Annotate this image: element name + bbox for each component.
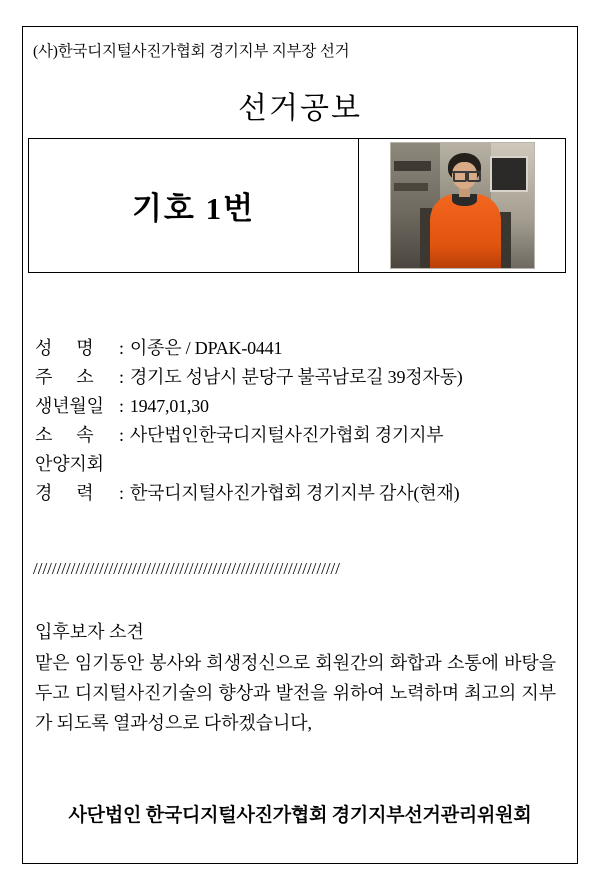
candidate-number: 기호 1번 bbox=[131, 191, 256, 226]
photo-shelf-upper bbox=[394, 161, 431, 171]
field-colon-affiliation: : bbox=[119, 425, 124, 445]
field-value-name: 이종은 / DPAK-0441 bbox=[129, 338, 283, 358]
photo-shelf-lower bbox=[394, 183, 428, 191]
opinion-section-title: 입후보자 소견 bbox=[35, 622, 144, 642]
field-label-address: 주 소 bbox=[35, 367, 94, 387]
candidate-number-cell bbox=[29, 139, 359, 272]
photo-chair-right bbox=[500, 212, 511, 268]
field-value-career: 한국디지털사진가협회 경기지부 감사(현재) bbox=[129, 483, 460, 503]
candidate-photo-cell bbox=[360, 139, 565, 272]
field-label-affiliation: 소 속 bbox=[35, 425, 94, 445]
photo-monitor bbox=[490, 156, 528, 193]
field-value-affiliation: 사단법인한국디지털사진가협회 경기지부 bbox=[129, 425, 444, 445]
page-inner bbox=[23, 27, 577, 863]
field-value-birthdate: 1947,01,30 bbox=[129, 396, 209, 416]
field-label-name: 성 명 bbox=[35, 338, 94, 358]
candidate-header-box bbox=[28, 138, 566, 273]
field-colon-career: : bbox=[119, 483, 124, 503]
field-label-career: 경 력 bbox=[35, 483, 94, 503]
photo-person-glasses-left bbox=[453, 171, 467, 183]
field-colon-birthdate: : bbox=[119, 396, 124, 416]
field-colon-name: : bbox=[119, 338, 124, 358]
photo-person-glasses-right bbox=[467, 171, 481, 183]
field-row-affiliation bbox=[35, 421, 555, 450]
section-divider: ///////////////////////////////////////////////////////////////// bbox=[33, 559, 341, 578]
field-label-birthdate: 생년월일 bbox=[35, 396, 104, 416]
footer-committee-name: 사단법인 한국디지털사진가협회 경기지부선거관리위원회 bbox=[68, 805, 532, 826]
field-row-birthdate bbox=[35, 392, 555, 421]
opinion-section-body: 맡은 임기동안 봉사와 희생정신으로 회원간의 화합과 소통에 바탕을 두고 디지털사진기술의 향상과 발전을 위하여 노력하며 최고의 지부가 되도록 열과성으로 다하겠습니다, bbox=[35, 653, 556, 733]
field-colon-address: : bbox=[119, 367, 124, 387]
organization-line: (사)한국디지털사진가협회 경기지부 지부장 선거 bbox=[33, 43, 350, 60]
field-row-address bbox=[35, 363, 555, 392]
page-title: 선거공보 bbox=[238, 92, 362, 125]
candidate-info-fields bbox=[35, 334, 555, 508]
candidate-photo bbox=[390, 142, 535, 269]
field-row-career bbox=[35, 479, 555, 508]
field-value-affiliation-continued: 안양지회 bbox=[35, 454, 104, 474]
field-row-name bbox=[35, 334, 555, 363]
election-bulletin-page bbox=[22, 26, 578, 864]
field-value-address: 경기도 성남시 분당구 불곡남로길 39정자동) bbox=[129, 367, 463, 387]
